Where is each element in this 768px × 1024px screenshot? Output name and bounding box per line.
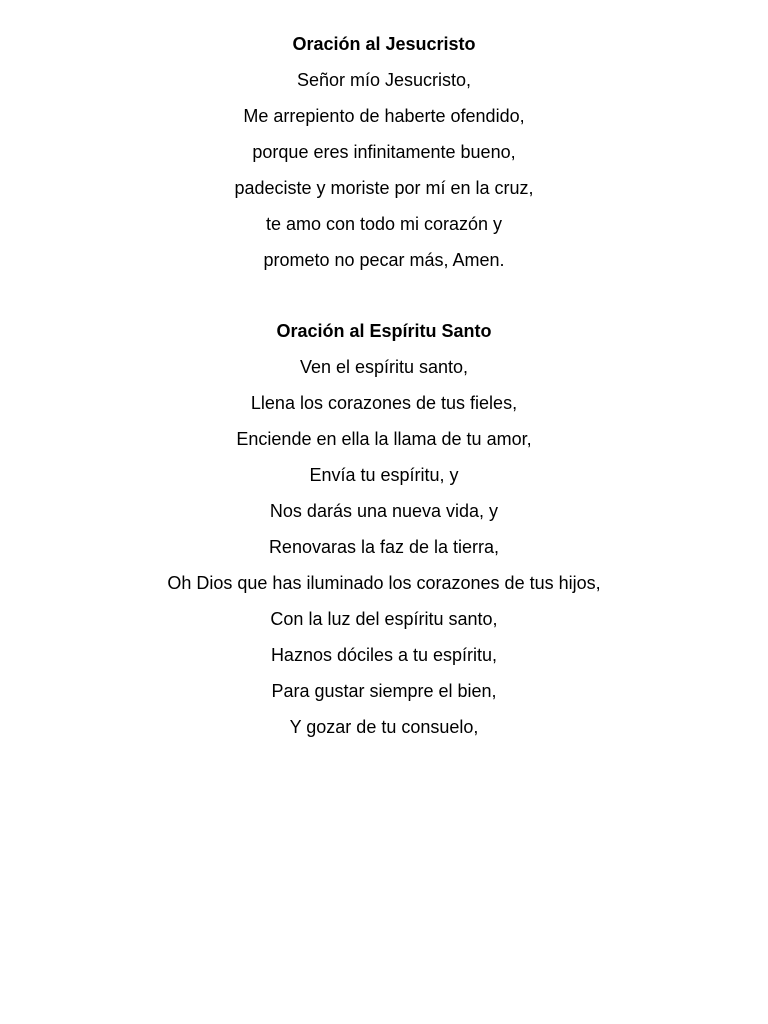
prayer-line: Y gozar de tu consuelo,	[289, 717, 479, 737]
prayer-line: Señor mío Jesucristo,	[296, 70, 472, 90]
prayer-line: Para gustar siempre el bien,	[271, 681, 497, 701]
prayer-line: prometo no pecar más, Amen.	[263, 250, 505, 270]
prayer-line: padeciste y moriste por mí en la cruz,	[234, 178, 534, 198]
prayer-line: Haznos dóciles a tu espíritu,	[270, 645, 498, 665]
prayer-line: porque eres infinitamente bueno,	[252, 142, 516, 162]
prayer-espiritu-santo	[0, 319, 768, 751]
prayer-line: Me arrepiento de haberte ofendido,	[243, 106, 525, 126]
prayer-line: Nos darás una nueva vida, y	[269, 501, 499, 521]
prayer-line: Envía tu espíritu, y	[309, 465, 459, 485]
prayer-jesucristo	[0, 32, 768, 284]
prayer-line: Enciende en ella la llama de tu amor,	[236, 429, 532, 449]
prayer-line: te amo con todo mi corazón y	[265, 214, 503, 234]
prayer-line: Con la luz del espíritu santo,	[270, 609, 498, 629]
prayer-line: Ven el espíritu santo,	[299, 357, 469, 377]
prayer-title: Oración al Espíritu Santo	[276, 321, 492, 341]
prayer-title: Oración al Jesucristo	[292, 34, 476, 54]
prayer-line: Llena los corazones de tus fieles,	[250, 393, 518, 413]
prayer-line: Renovaras la faz de la tierra,	[268, 537, 500, 557]
prayer-line: Oh Dios que has iluminado los corazones de tus hijos,	[167, 573, 601, 593]
